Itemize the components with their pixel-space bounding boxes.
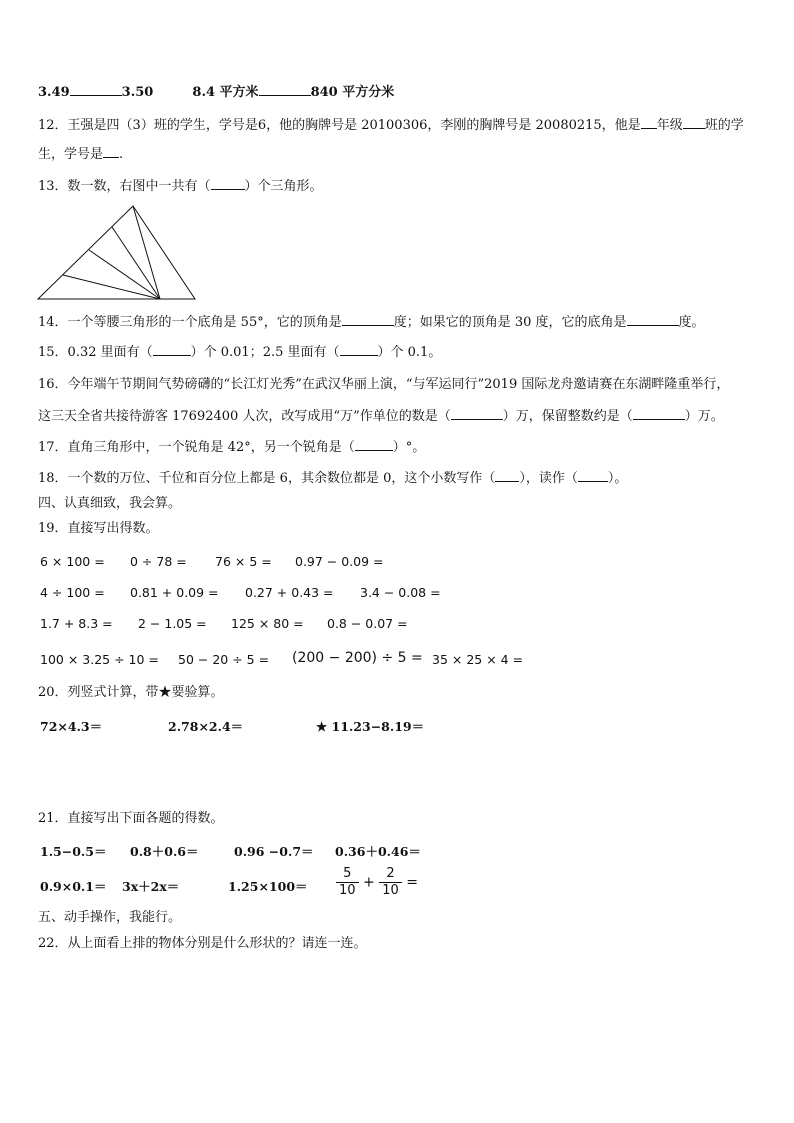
q16-text: ）万，保留整数约是（ — [502, 409, 633, 424]
value-d: 840 平方分米 — [310, 85, 395, 100]
answer-blank[interactable] — [578, 469, 608, 482]
q18-text: ）。 — [607, 471, 628, 486]
question-18 — [38, 469, 627, 488]
segment-line — [112, 227, 160, 299]
calc-item: 0.9×0.1＝ — [40, 879, 107, 894]
calc-item: 0.27 + 0.43 = — [245, 585, 334, 600]
outer-triangle — [38, 206, 195, 299]
q16-text: ）万。 — [684, 409, 724, 424]
q16-text: 这三天全省共接待游客 17692400 人次，改写成用“万”作单位的数是（ — [38, 409, 451, 424]
calc-item: 3.4 − 0.08 = — [360, 585, 441, 600]
calc-item: 6 × 100 = — [40, 554, 105, 569]
q15-text: ）个 0.01；2.5 里面有（ — [190, 345, 340, 360]
calc-item: 3x＋2x＝ — [122, 879, 180, 894]
answer-blank[interactable] — [683, 116, 705, 129]
calc-item: 2 − 1.05 = — [138, 616, 207, 631]
calc-item: 0.96 −0.7＝ — [234, 844, 314, 859]
answer-blank[interactable] — [633, 407, 685, 420]
q13-text: 13．数一数，右图中一共有（ — [38, 179, 211, 194]
value-c: 8.4 平方米 — [192, 85, 259, 100]
segment-line — [63, 275, 160, 299]
q14-text: 度。 — [678, 315, 705, 330]
answer-blank[interactable] — [641, 116, 657, 129]
denominator: 10 — [339, 883, 356, 898]
vertical-calc-item: ★ 11.23−8.19＝ — [316, 719, 425, 734]
q15-text: ）个 0.1。 — [377, 345, 442, 360]
answer-blank[interactable] — [451, 407, 503, 420]
segment-line — [133, 206, 160, 299]
triangle-figure — [36, 203, 198, 303]
answer-blank[interactable] — [627, 313, 679, 326]
comparison-line — [38, 83, 394, 102]
question-16-cont — [38, 407, 724, 426]
fraction — [379, 866, 402, 899]
fraction-expression — [336, 866, 418, 899]
calc-item: 0.8＋0.6＝ — [130, 844, 199, 859]
q14-text: 度；如果它的顶角是 30 度，它的底角是 — [393, 315, 627, 330]
answer-blank[interactable] — [259, 83, 311, 96]
answer-blank[interactable] — [355, 438, 393, 451]
q12-text: . — [119, 147, 124, 162]
value-a: 3.49 — [38, 85, 70, 100]
calc-item: 0.8 − 0.07 = — [327, 616, 408, 631]
question-20-title: 20．列竖式计算，带★要验算。 — [38, 685, 224, 700]
q16-text: 16．今年端午节期间气势磅礴的“长江灯光秀”在武汉华丽上演，“与军运同行”2019 国际龙舟邀请赛在东湖畔隆重举行， — [38, 377, 730, 392]
calc-item: (200 − 200) ÷ 5 = — [292, 650, 423, 666]
question-19-title: 19．直接写出得数。 — [38, 521, 159, 536]
fraction — [336, 866, 359, 899]
segment-line — [89, 250, 160, 299]
answer-blank[interactable] — [70, 83, 122, 96]
answer-blank[interactable] — [340, 343, 378, 356]
calc-item: 125 × 80 = — [231, 616, 304, 631]
q15-text: 15．0.32 里面有（ — [38, 345, 153, 360]
section-5-heading: 五、动手操作，我能行。 — [38, 910, 182, 925]
calc-item: 1.7 + 8.3 = — [40, 616, 113, 631]
calc-item: 1.5−0.5＝ — [40, 844, 107, 859]
q14-text: 14．一个等腰三角形的一个底角是 55°，它的顶角是 — [38, 315, 342, 330]
q13-text: ）个三角形。 — [244, 179, 323, 194]
answer-blank[interactable] — [211, 177, 245, 190]
plus-sign: + — [363, 874, 375, 891]
question-22: 22．从上面看上排的物体分别是什么形状的？请连一连。 — [38, 936, 367, 951]
value-b: 3.50 — [121, 85, 154, 100]
q17-text: 17．直角三角形中，一个锐角是 42°，另一个锐角是（ — [38, 440, 355, 455]
question-16 — [38, 376, 729, 394]
section-4-heading: 四、认真细致，我会算。 — [38, 496, 182, 511]
q12-text: 生，学号是 — [38, 147, 104, 162]
calc-item: 0.97 − 0.09 = — [295, 554, 384, 569]
question-17 — [38, 438, 425, 457]
vertical-calc-item: 72×4.3＝ — [40, 719, 103, 734]
q18-text: ），读作（ — [519, 471, 578, 486]
q18-text: 18．一个数的万位、千位和百分位上都是 6，其余数位都是 0，这个小数写作（ — [38, 471, 496, 486]
question-13 — [38, 177, 323, 196]
calc-item: 100 × 3.25 ÷ 10 = — [40, 652, 159, 667]
q12-text: 年级 — [656, 118, 683, 133]
calc-item: 0 ÷ 78 = — [130, 554, 187, 569]
equals-sign: = — [406, 874, 418, 891]
calc-item: 0.81 + 0.09 = — [130, 585, 219, 600]
question-12-cont — [38, 145, 123, 164]
question-15 — [38, 343, 441, 362]
answer-blank[interactable] — [342, 313, 394, 326]
question-21-title: 21．直接写出下面各题的得数。 — [38, 811, 224, 826]
answer-blank[interactable] — [103, 145, 119, 158]
denominator: 10 — [382, 883, 399, 898]
calc-item: 1.25×100＝ — [228, 879, 308, 894]
calc-item: 4 ÷ 100 = — [40, 585, 105, 600]
answer-blank[interactable] — [153, 343, 191, 356]
question-14 — [38, 313, 705, 332]
q17-text: ）°。 — [392, 440, 426, 455]
answer-blank[interactable] — [495, 469, 519, 482]
calc-item: 35 × 25 × 4 = — [432, 652, 524, 667]
question-12 — [38, 116, 744, 135]
numerator: 2 — [379, 866, 402, 883]
calc-item: 50 − 20 ÷ 5 = — [178, 652, 270, 667]
q12-text: 12．王强是四（3）班的学生，学号是6，他的胸牌号是 20100306，李刚的胸牌号是 20080215，他是 — [38, 118, 641, 133]
numerator: 5 — [336, 866, 359, 883]
calc-item: 0.36＋0.46＝ — [335, 844, 421, 859]
vertical-calc-item: 2.78×2.4＝ — [168, 719, 244, 734]
calc-item: 76 × 5 = — [215, 554, 272, 569]
q12-text: 班的学 — [704, 118, 744, 133]
